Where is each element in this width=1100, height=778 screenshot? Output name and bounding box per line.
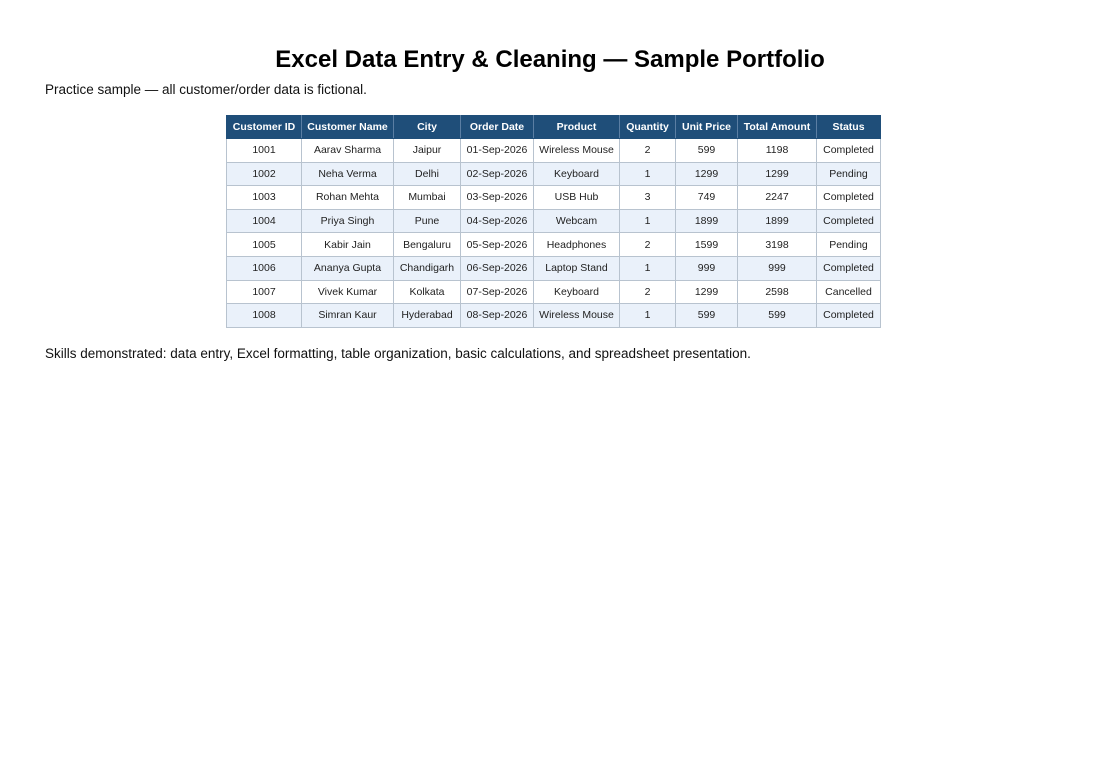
cell-product[interactable]: Webcam bbox=[534, 209, 620, 233]
cell-quantity[interactable]: 1 bbox=[620, 209, 676, 233]
orders-table bbox=[226, 115, 881, 328]
cell-quantity[interactable]: 1 bbox=[620, 256, 676, 280]
cell-status[interactable]: Completed bbox=[817, 304, 881, 328]
cell-customer-id[interactable]: 1002 bbox=[227, 162, 302, 186]
cell-unit-price[interactable]: 999 bbox=[676, 256, 738, 280]
cell-status[interactable]: Cancelled bbox=[817, 280, 881, 304]
column-header-total-amount[interactable]: Total Amount bbox=[738, 116, 817, 139]
cell-unit-price[interactable]: 599 bbox=[676, 304, 738, 328]
cell-status[interactable]: Completed bbox=[817, 256, 881, 280]
cell-customer-id[interactable]: 1006 bbox=[227, 256, 302, 280]
cell-quantity[interactable]: 3 bbox=[620, 186, 676, 210]
cell-city[interactable]: Mumbai bbox=[394, 186, 461, 210]
table-row bbox=[227, 304, 881, 328]
cell-order-date[interactable]: 03-Sep-2026 bbox=[461, 186, 534, 210]
cell-customer-name[interactable]: Simran Kaur bbox=[302, 304, 394, 328]
cell-city[interactable]: Chandigarh bbox=[394, 256, 461, 280]
cell-total-amount[interactable]: 1899 bbox=[738, 209, 817, 233]
column-header-unit-price[interactable]: Unit Price bbox=[676, 116, 738, 139]
table-row bbox=[227, 209, 881, 233]
table-row bbox=[227, 280, 881, 304]
cell-order-date[interactable]: 05-Sep-2026 bbox=[461, 233, 534, 257]
cell-quantity[interactable]: 1 bbox=[620, 162, 676, 186]
column-header-quantity[interactable]: Quantity bbox=[620, 116, 676, 139]
cell-status[interactable]: Pending bbox=[817, 233, 881, 257]
cell-unit-price[interactable]: 749 bbox=[676, 186, 738, 210]
cell-customer-id[interactable]: 1005 bbox=[227, 233, 302, 257]
column-header-order-date[interactable]: Order Date bbox=[461, 116, 534, 139]
cell-city[interactable]: Hyderabad bbox=[394, 304, 461, 328]
column-header-customer-id[interactable]: Customer ID bbox=[227, 116, 302, 139]
cell-customer-id[interactable]: 1007 bbox=[227, 280, 302, 304]
table-row bbox=[227, 233, 881, 257]
intro-text: Practice sample — all customer/order data is fictional. bbox=[45, 82, 367, 97]
cell-unit-price[interactable]: 1299 bbox=[676, 280, 738, 304]
cell-status[interactable]: Pending bbox=[817, 162, 881, 186]
cell-order-date[interactable]: 07-Sep-2026 bbox=[461, 280, 534, 304]
cell-city[interactable]: Delhi bbox=[394, 162, 461, 186]
cell-city[interactable]: Jaipur bbox=[394, 139, 461, 163]
cell-customer-name[interactable]: Rohan Mehta bbox=[302, 186, 394, 210]
cell-total-amount[interactable]: 599 bbox=[738, 304, 817, 328]
column-header-city[interactable]: City bbox=[394, 116, 461, 139]
table-row bbox=[227, 186, 881, 210]
cell-unit-price[interactable]: 1299 bbox=[676, 162, 738, 186]
cell-city[interactable]: Bengaluru bbox=[394, 233, 461, 257]
cell-customer-name[interactable]: Priya Singh bbox=[302, 209, 394, 233]
cell-unit-price[interactable]: 599 bbox=[676, 139, 738, 163]
cell-status[interactable]: Completed bbox=[817, 139, 881, 163]
skills-text: Skills demonstrated: data entry, Excel formatting, table organization, basic calculations, and spreadsheet presentation. bbox=[45, 346, 751, 361]
cell-status[interactable]: Completed bbox=[817, 209, 881, 233]
cell-total-amount[interactable]: 2598 bbox=[738, 280, 817, 304]
cell-customer-name[interactable]: Aarav Sharma bbox=[302, 139, 394, 163]
cell-unit-price[interactable]: 1599 bbox=[676, 233, 738, 257]
table-row bbox=[227, 139, 881, 163]
cell-total-amount[interactable]: 1299 bbox=[738, 162, 817, 186]
cell-status[interactable]: Completed bbox=[817, 186, 881, 210]
cell-customer-id[interactable]: 1008 bbox=[227, 304, 302, 328]
cell-total-amount[interactable]: 2247 bbox=[738, 186, 817, 210]
column-header-customer-name[interactable]: Customer Name bbox=[302, 116, 394, 139]
cell-quantity[interactable]: 1 bbox=[620, 304, 676, 328]
cell-product[interactable]: Headphones bbox=[534, 233, 620, 257]
cell-customer-id[interactable]: 1001 bbox=[227, 139, 302, 163]
cell-quantity[interactable]: 2 bbox=[620, 280, 676, 304]
cell-customer-name[interactable]: Kabir Jain bbox=[302, 233, 394, 257]
column-header-product[interactable]: Product bbox=[534, 116, 620, 139]
header-row bbox=[227, 116, 881, 139]
cell-product[interactable]: Laptop Stand bbox=[534, 256, 620, 280]
cell-product[interactable]: Wireless Mouse bbox=[534, 139, 620, 163]
cell-product[interactable]: Wireless Mouse bbox=[534, 304, 620, 328]
cell-product[interactable]: Keyboard bbox=[534, 280, 620, 304]
cell-order-date[interactable]: 01-Sep-2026 bbox=[461, 139, 534, 163]
cell-customer-name[interactable]: Vivek Kumar bbox=[302, 280, 394, 304]
cell-total-amount[interactable]: 3198 bbox=[738, 233, 817, 257]
cell-order-date[interactable]: 06-Sep-2026 bbox=[461, 256, 534, 280]
cell-order-date[interactable]: 02-Sep-2026 bbox=[461, 162, 534, 186]
table-row bbox=[227, 162, 881, 186]
cell-customer-id[interactable]: 1003 bbox=[227, 186, 302, 210]
cell-product[interactable]: USB Hub bbox=[534, 186, 620, 210]
table-row bbox=[227, 256, 881, 280]
cell-total-amount[interactable]: 1198 bbox=[738, 139, 817, 163]
cell-customer-name[interactable]: Neha Verma bbox=[302, 162, 394, 186]
cell-city[interactable]: Pune bbox=[394, 209, 461, 233]
cell-customer-id[interactable]: 1004 bbox=[227, 209, 302, 233]
cell-city[interactable]: Kolkata bbox=[394, 280, 461, 304]
page-title: Excel Data Entry & Cleaning — Sample Portfolio bbox=[275, 46, 825, 73]
table-body bbox=[227, 139, 881, 328]
table-header bbox=[227, 116, 881, 139]
column-header-status[interactable]: Status bbox=[817, 116, 881, 139]
cell-quantity[interactable]: 2 bbox=[620, 233, 676, 257]
cell-total-amount[interactable]: 999 bbox=[738, 256, 817, 280]
cell-customer-name[interactable]: Ananya Gupta bbox=[302, 256, 394, 280]
cell-unit-price[interactable]: 1899 bbox=[676, 209, 738, 233]
cell-order-date[interactable]: 04-Sep-2026 bbox=[461, 209, 534, 233]
cell-product[interactable]: Keyboard bbox=[534, 162, 620, 186]
cell-quantity[interactable]: 2 bbox=[620, 139, 676, 163]
cell-order-date[interactable]: 08-Sep-2026 bbox=[461, 304, 534, 328]
